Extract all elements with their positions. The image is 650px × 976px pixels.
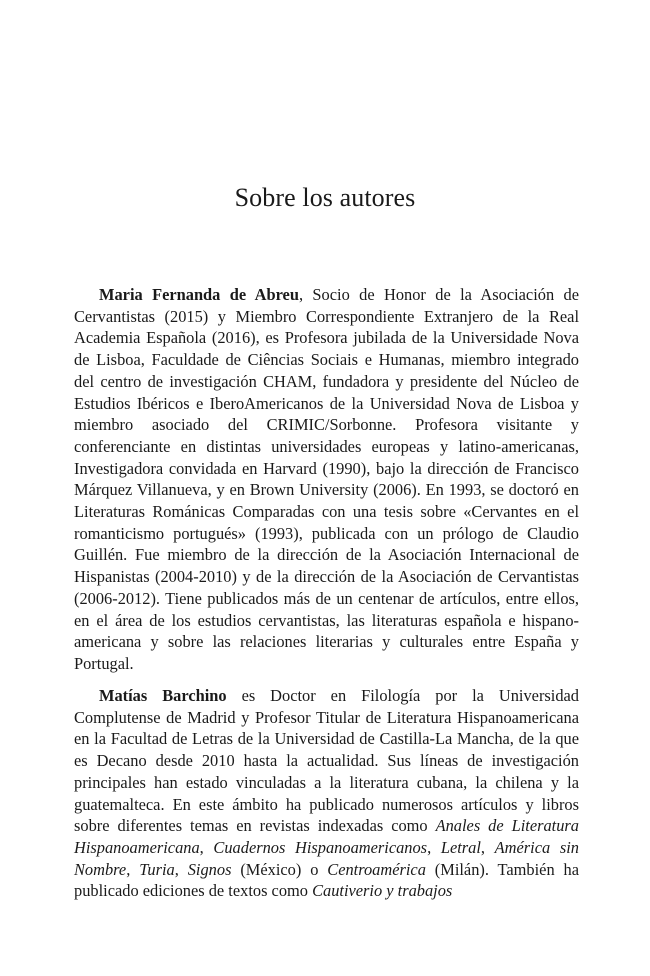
bio-abreu — [74, 284, 579, 675]
journal-title: Centroamérica — [327, 859, 426, 879]
journal-title: Turia — [139, 859, 175, 879]
separator: (México) o — [231, 859, 328, 879]
author-name: Matías Barchino — [99, 686, 227, 705]
journal-title: Anales de Literatura Hispanoamericana — [74, 816, 579, 857]
separator: , — [126, 859, 140, 879]
book-title: Cautiverio y trabajos — [312, 881, 453, 901]
separator: , — [427, 837, 441, 857]
separator: , — [480, 837, 495, 857]
bio-text: (Milán). También ha publicado ediciones de textos como — [74, 859, 579, 901]
journal-title: Signos — [187, 859, 232, 879]
journal-title: América sin Nombre — [74, 837, 579, 879]
bio-barchino — [74, 685, 579, 902]
separator: , — [199, 837, 214, 857]
page-title: Sobre los autores — [234, 183, 416, 212]
journal-title: Cuadernos Hispanoamericanos — [213, 837, 428, 857]
separator: , — [174, 859, 188, 879]
author-name: Maria Fernanda de Abreu — [99, 285, 299, 304]
bio-text: es Doctor en Filología por la Universidad Complutense de Madrid y Profesor Titular de Literatura Hispanoamericana en la Facultad de Letras de la Universidad de Castilla-La Mancha, de la que es Decano desde 2010 hasta la actualidad. Sus líneas de investigación principales han estado vinculadas a la literatura cubana, la chilena y la guatemalteca. En este ámbito ha publicado numerosos artículos y libros sobre diferentes temas en revistas indexadas como — [74, 686, 579, 836]
bio-paragraph — [74, 284, 579, 675]
bio-text: , Socio de Honor de la Asociación de Cervantistas (2015) y Miembro Correspondiente Extranjero de la Real Academia Española (2016), es Profesora jubilada de la Universidade Nova de Lisboa, Faculdade de Ciências Sociais e Humanas, miembro integrado del centro de investigación CHAM, fundadora y presidente del Núcleo de Estudios Ibéricos e IberoAmericanos de la Universidad Nova de Lisboa y miembro asociado del CRIMIC/Sorbonne. Profesora visitante y conferenciante en distintas universidades europeas y latino-americanas, Investigadora convidada en Harvard (1990), bajo la dirección de Francisco Márquez Villanueva, y en Brown University (2006). En 1993, se doctoró en Literaturas Románicas Comparadas con una tesis sobre «Cervantes en el romanticismo portugués» (1993), publicada con un prólogo de Claudio Guillén. Fue miembro de la dirección de la Asociación Internacional de Hispanistas (2004-2010) y de la dirección de la Asociación de Cervantistas (2006-2012). Tiene publicados más de un centenar de artículos, entre ellos, en el área de los estudios cervantistas, las literaturas española e hispano-americana y sobre las relaciones literarias y culturales entre España y Portugal. — [74, 285, 579, 673]
journal-title: Letral — [440, 837, 481, 857]
bio-paragraph — [74, 685, 579, 902]
